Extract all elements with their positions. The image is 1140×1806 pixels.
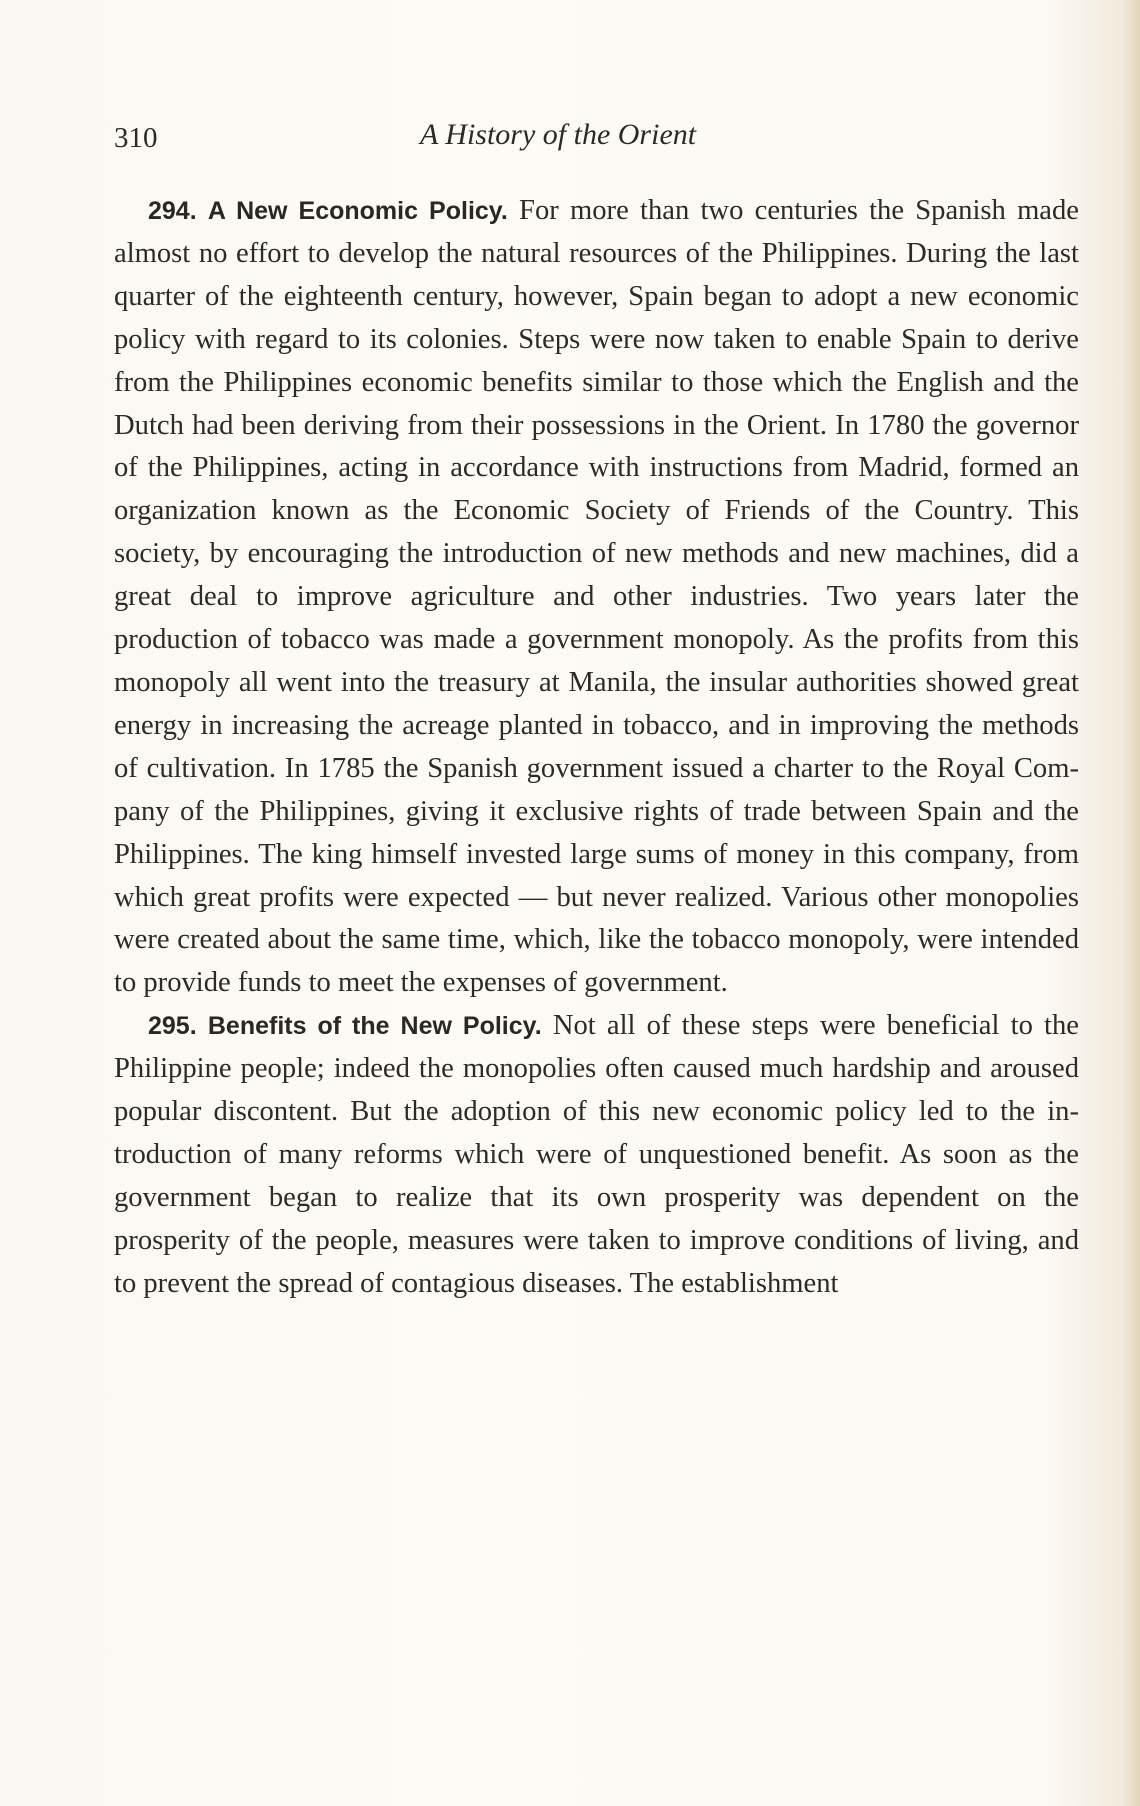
section-295-paragraph xyxy=(114,1005,1079,1305)
section-number: 294. xyxy=(148,197,197,225)
page-number: 310 xyxy=(114,122,158,154)
section-294-paragraph xyxy=(114,190,1079,1005)
section-text: Not all of these steps were beneficial to the Philippine people; indeed the monopolies often caused much hardship and aroused popular discontent. But the adoption of this new economic policy led to the introduction of many reforms which were of unquestioned benefit. As soon as the government began to realize that its own prosperity was dependent on the prosperity of the people, measures were taken to improve conditions of living, and to prevent the spread of contagious diseases. The establishment xyxy=(114,1010,1079,1299)
body-text xyxy=(114,190,1079,1306)
section-heading: A New Economic Policy. xyxy=(207,197,508,225)
section-number: 295. xyxy=(148,1012,197,1041)
running-head xyxy=(114,118,1079,168)
section-heading: Benefits of the New Policy. xyxy=(207,1012,542,1041)
page-edge-shadow xyxy=(1122,0,1140,1806)
section-text: For more than two centuries the Spanish made almost no effort to develop the natural resources of the Philippines. During the last quarter of the eighteenth century, however, Spain began to adopt a new economic policy with regard to its colonies. Steps were now taken to enable Spain to derive from the Philippines economic benefits similar to those which the English and the Dutch had been deriving from their possessions in the Orient. In 1780 the governor of the Philippines, acting in accordance with instructions from Madrid, formed an organization known as the Economic Society of Friends of the Country. This society, by encouraging the introduction of new methods and new machines, did a great deal to improve agriculture and other industries. Two years later the production of tobacco was made a government monopoly. As the profits from this monopoly all went into the treasury at Manila, the insular authorities showed great energy in increasing the acreage planted in tobacco, and in improving the methods of cultivation. In 1785 the Spanish government issued a charter to the Royal Company of the Philippines, giving it exclusive rights of trade between Spain and the Philippines. The king himself invested large sums of money in this company, from which great profits were expected — but never realized. Various other monopolies were created about the same time, which, like the tobacco monopoly, were intended to provide funds to meet the expenses of government. xyxy=(114,195,1079,999)
running-title: A History of the Orient xyxy=(420,118,697,151)
